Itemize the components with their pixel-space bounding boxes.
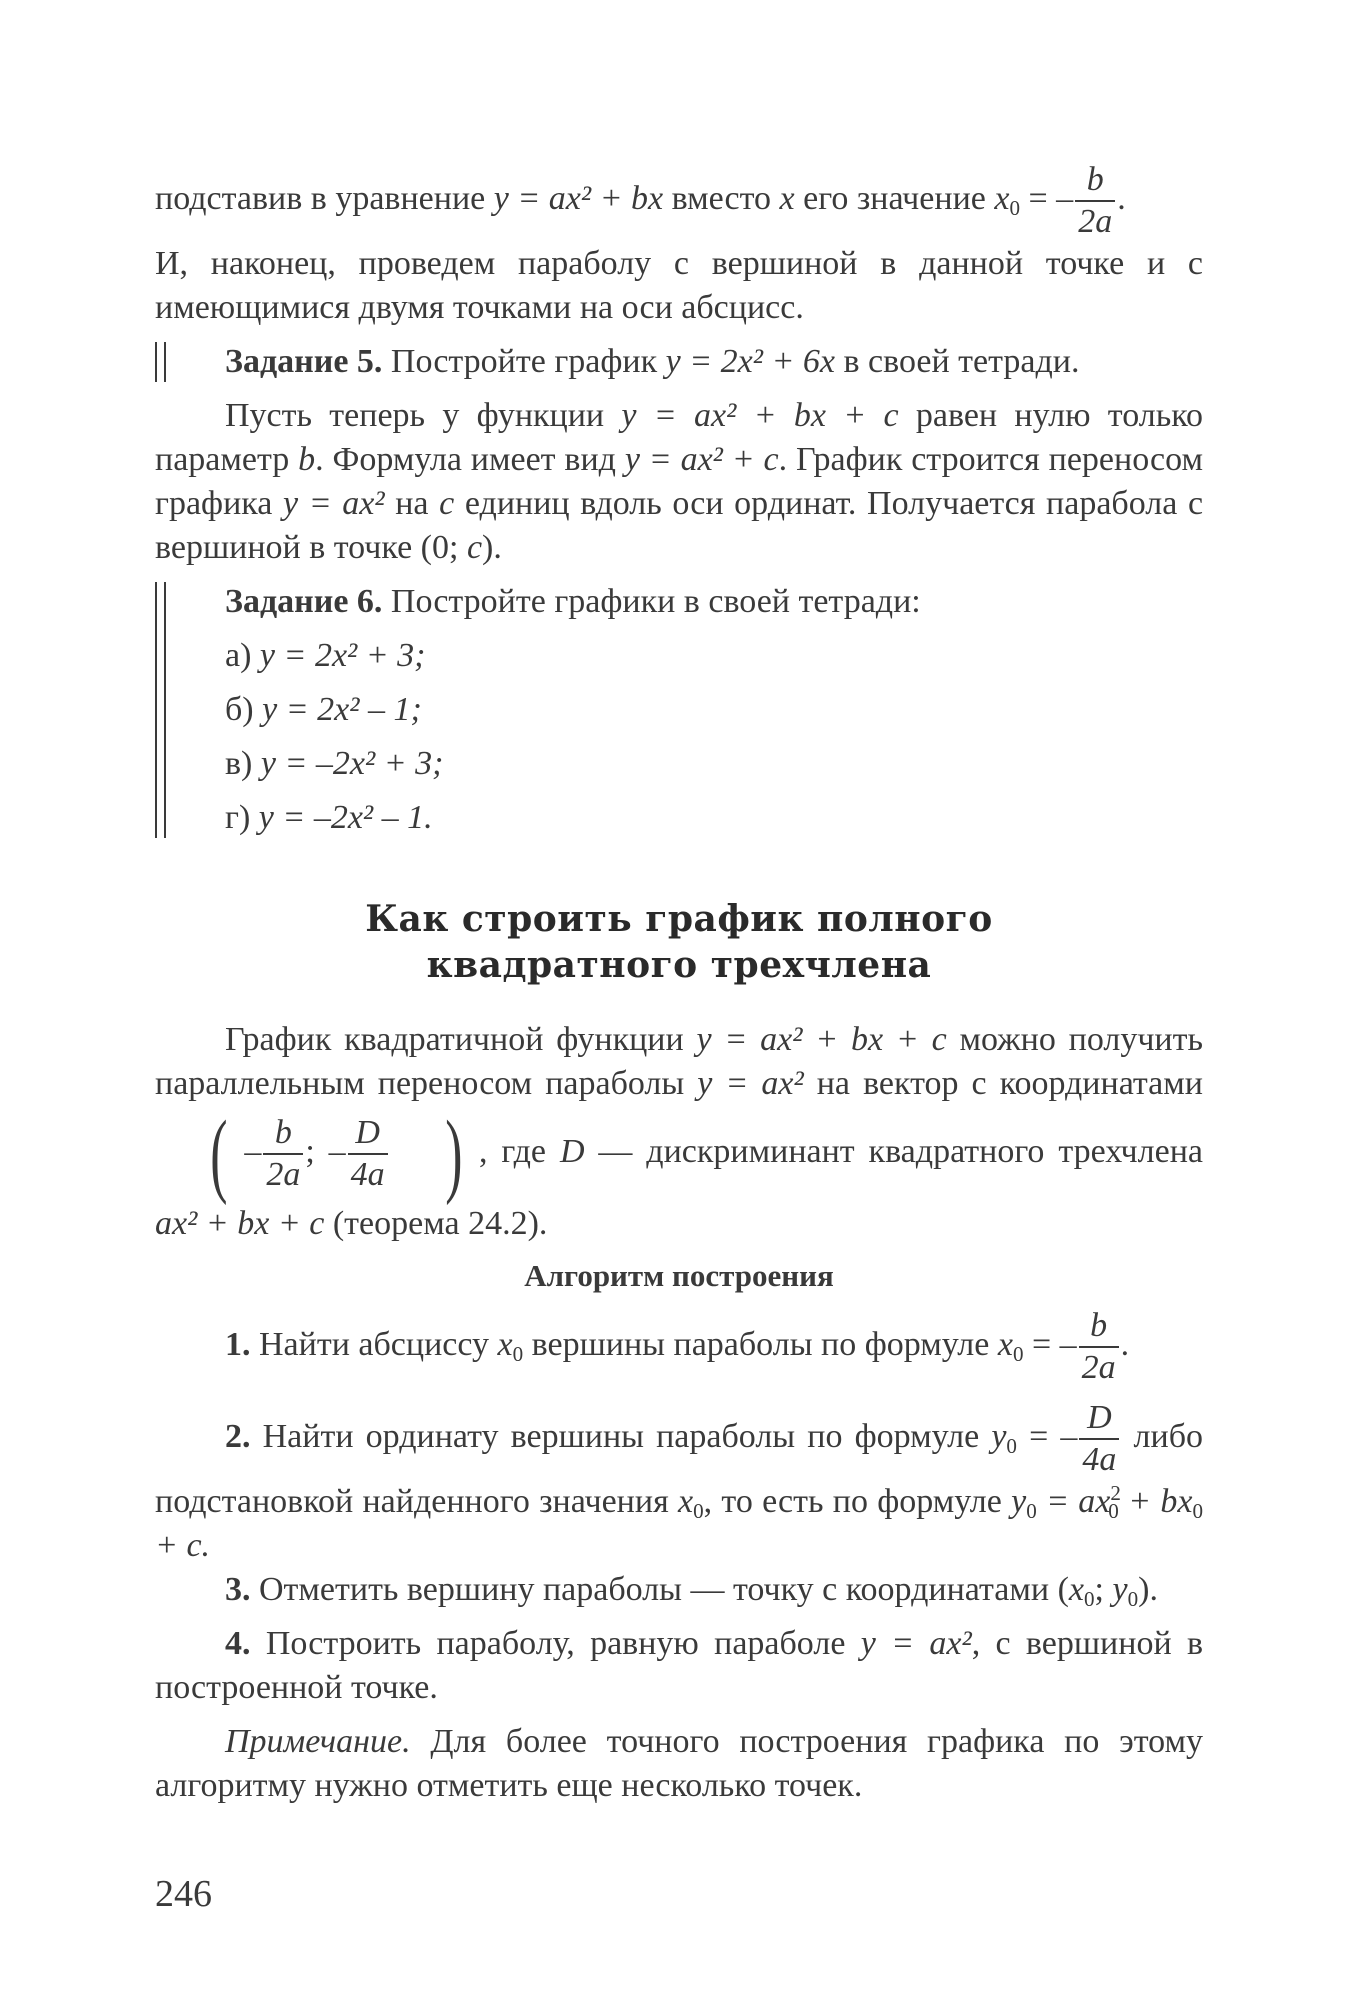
- page-number: 246: [155, 1873, 212, 1915]
- paragraph-parameter-b: Пусть теперь у функции y = ax² + bx + c равен нулю только параметр b. Формула имеет вид y = ax² + c. График строится переносом графика y = ax² на c единиц вдоль оси ординат. Получается парабола с вершиной в точке (0; c).: [155, 397, 1204, 566]
- task-5-label: Задание 5.: [225, 343, 383, 380]
- paragraph-substitution: подставив в уравнение y = ax² + bx вместо x его значение $x_0$ = – $\frac{b}{2a}$ .: [155, 161, 1126, 240]
- algorithm-step-1: 1. Найти абсциссу $x_0$ вершины параболы по формуле $x_0$ = – $\frac{b}{2a}$ .: [225, 1307, 1130, 1386]
- algorithm-step-3: 3. Отметить вершину параболы — точку с координатами ($x_0$; $y_0$).: [225, 1571, 1158, 1612]
- task-6-item-a: а) y = 2x² + 3;: [225, 637, 426, 674]
- task-6-label: Задание 6.: [225, 583, 383, 620]
- task-6-item-d: г) y = –2x² – 1.: [225, 799, 433, 836]
- algorithm-note: Примечание. Для более точного построения графика по этому алгоритму нужно отметить еще несколько точек.: [155, 1723, 1203, 1804]
- task-6-item-c: в) y = –2x² + 3;: [225, 745, 444, 782]
- page-body: [155, 160, 1203, 1808]
- fraction-D-over-4a: $\frac{D}{4a}$: [1079, 1398, 1119, 1480]
- fraction-b-over-2a: $\frac{b}{2a}$: [1075, 160, 1115, 242]
- algorithm-step-2: 2. Найти ординату вершины параболы по формуле $y_0$ = – $\frac{D}{4a}$ либо подстановкой найденного значения $x_0$, то есть по формуле $y_0 = ax^2_0 + bx_0 + c$.: [155, 1399, 1203, 1564]
- algorithm-title: Алгоритм построения: [524, 1258, 834, 1293]
- section-heading: Как строить график полного квадратного трехчлена: [365, 898, 993, 986]
- fraction-b-over-2a: $\frac{b}{2a}$: [263, 1113, 303, 1195]
- paragraph-conclusion: И, наконец, проведем параболу с вершиной в данной точке и с имеющимися двумя точками на оси абсцисс.: [155, 245, 1203, 326]
- task-6-item-b: б) y = 2x² – 1;: [225, 691, 422, 728]
- task-6: Задание 6. Постройте графики в своей тетради: а) y = 2x² + 3; б) y = 2x² – 1; в) y = –2x² + 3; г) y = –2x² – 1.: [155, 580, 1203, 840]
- fraction-b-over-2a: $\frac{b}{2a}$: [1079, 1306, 1119, 1388]
- algorithm-step-4: 4. Построить параболу, равную параболе y = ax², с вершиной в построенной точке.: [155, 1625, 1204, 1706]
- paragraph-parallel-shift: График квадратичной функции y = ax² + bx + c можно получить параллельным переносом параболы y = ax² на вектор с координатами ( – $\frac{b}{2a}$ ; – $\frac{D}{4a}$ ) , где D — дискриминант квадратного трехчлена ax² + bx + c (теорема 24.2).: [155, 1021, 1203, 1242]
- left-paren: (: [210, 1102, 228, 1206]
- task-5: Задание 5. Постройте график y = 2x² + 6x в своей тетради.: [155, 340, 1203, 384]
- fraction-D-over-4a: $\frac{D}{4a}$: [348, 1113, 388, 1195]
- right-paren: ): [444, 1102, 463, 1206]
